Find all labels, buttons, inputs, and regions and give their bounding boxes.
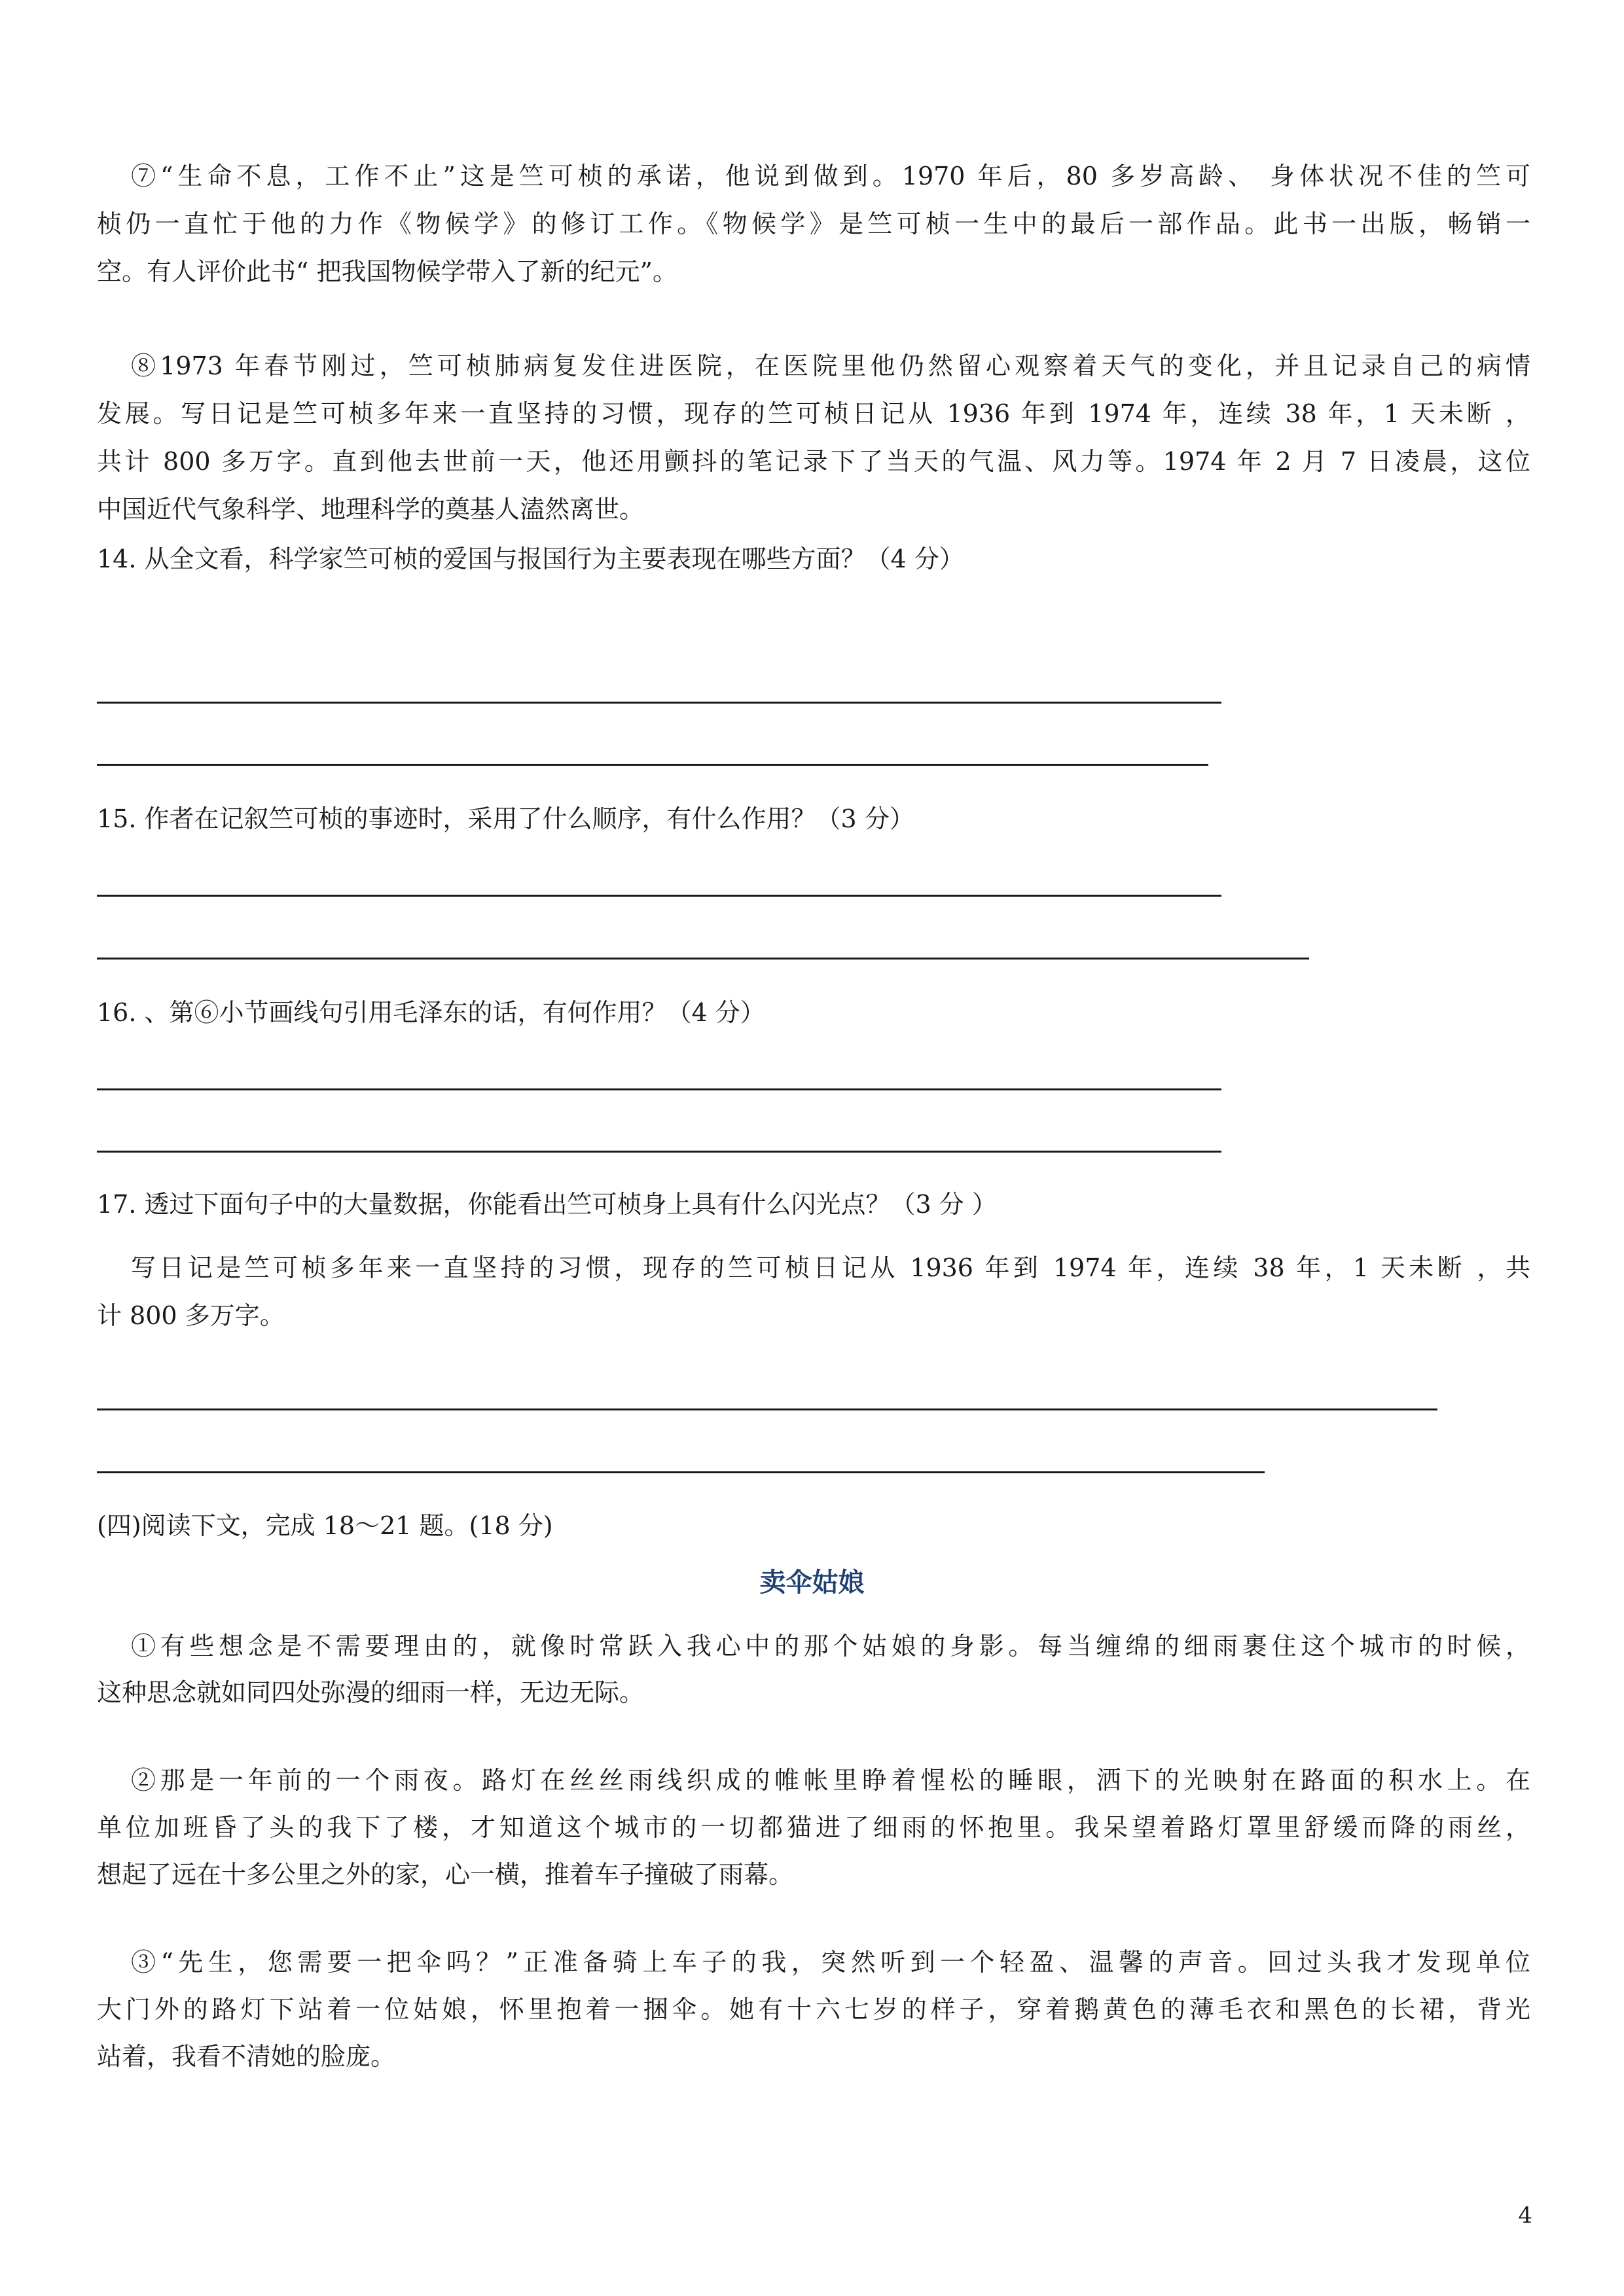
story-paragraph-2-line-3: 想起了远在十多公里之外的家，心一横，推着车子撞破了雨幕。 <box>97 1860 794 1889</box>
question-16: 16. 、第⑥小节画线句引用毛泽东的话，有何作用？（4 分） <box>97 998 765 1027</box>
story-paragraph-3-line-3: 站着，我看不清她的脸庞。 <box>97 2042 396 2071</box>
answer-line[interactable] <box>97 1151 1221 1153</box>
answer-line[interactable] <box>97 1471 1265 1473</box>
paragraph-7-line-1: ⑦“生命不息，工作不止”这是竺可桢的承诺，他说到做到。1970 年后，80 多岁高龄、 身体状况不佳的竺可 <box>131 162 1530 190</box>
story-paragraph-2-line-1: ②那是一年前的一个雨夜。路灯在丝丝雨线织成的帷帐里睁着惺松的睡眼，洒下的光映射在路面的积水上。在 <box>131 1766 1530 1795</box>
answer-line[interactable] <box>97 958 1309 960</box>
paragraph-8-line-2: 发展。写日记是竺可桢多年来一直坚持的习惯，现存的竺可桢日记从 1936 年到 1974 年，连续 38 年，1 天未断 ， <box>97 399 1530 428</box>
answer-line[interactable] <box>97 1408 1437 1410</box>
answer-line[interactable] <box>97 1088 1221 1090</box>
section-4-heading: (四)阅读下文，完成 18～21 题。(18 分) <box>97 1511 553 1540</box>
story-paragraph-3-line-2: 大门外的路灯下站着一位姑娘，怀里抱着一捆伞。她有十六七岁的样子，穿着鹅黄色的薄毛衣和黑色的长裙，背光 <box>97 1995 1530 2024</box>
answer-line[interactable] <box>97 895 1221 897</box>
paragraph-8-line-1: ⑧1973 年春节刚过，竺可桢肺病复发住进医院，在医院里他仍然留心观察着天气的变化，并且记录自己的病情 <box>131 351 1530 380</box>
question-17-quote-line-1: 写日记是竺可桢多年来一直坚持的习惯，现存的竺可桢日记从 1936 年到 1974 年，连续 38 年，1 天未断 ，共 <box>131 1253 1530 1282</box>
question-17: 17. 透过下面句子中的大量数据，你能看出竺可桢身上具有什么闪光点？（3 分 ） <box>97 1190 997 1219</box>
paragraph-7-line-2: 桢仍一直忙于他的力作《物候学》的修订工作。《物候学》是竺可桢一生中的最后一部作品。此书一出版，畅销一 <box>97 209 1530 238</box>
question-14: 14. 从全文看，科学家竺可桢的爱国与报国行为主要表现在哪些方面？（4 分） <box>97 545 964 573</box>
paragraph-8-line-3: 共计 800 多万字。直到他去世前一天，他还用颤抖的笔记录下了当天的气温、风力等。1974 年 2 月 7 日凌晨，这位 <box>97 447 1530 476</box>
question-15: 15. 作者在记叙竺可桢的事迹时，采用了什么顺序，有什么作用？（3 分） <box>97 804 914 833</box>
story-paragraph-3-line-1: ③“先生，您需要一把伞吗？”正准备骑上车子的我，突然听到一个轻盈、温馨的声音。回过头我才发现单位 <box>131 1948 1530 1977</box>
story-title: 卖伞姑娘 <box>759 1568 865 1598</box>
paragraph-8-line-4: 中国近代气象科学、地理科学的奠基人溘然离世。 <box>97 495 645 524</box>
story-paragraph-2-line-2: 单位加班昏了头的我下了楼，才知道这个城市的一切都猫进了细雨的怀抱里。我呆望着路灯罩里舒缓而降的雨丝， <box>97 1813 1530 1842</box>
answer-line[interactable] <box>97 702 1221 704</box>
question-17-quote-line-2: 计 800 多万字。 <box>97 1301 285 1330</box>
story-paragraph-1-line-2: 这种思念就如同四处弥漫的细雨一样，无边无际。 <box>97 1678 645 1707</box>
page-number: 4 <box>1518 2202 1532 2229</box>
paragraph-7-line-3: 空。有人评价此书“ 把我国物候学带入了新的纪元”。 <box>97 257 677 286</box>
answer-line[interactable] <box>97 764 1208 766</box>
story-paragraph-1-line-1: ①有些想念是不需要理由的，就像时常跃入我心中的那个姑娘的身影。每当缠绵的细雨裹住这个城市的时候， <box>131 1632 1530 1660</box>
